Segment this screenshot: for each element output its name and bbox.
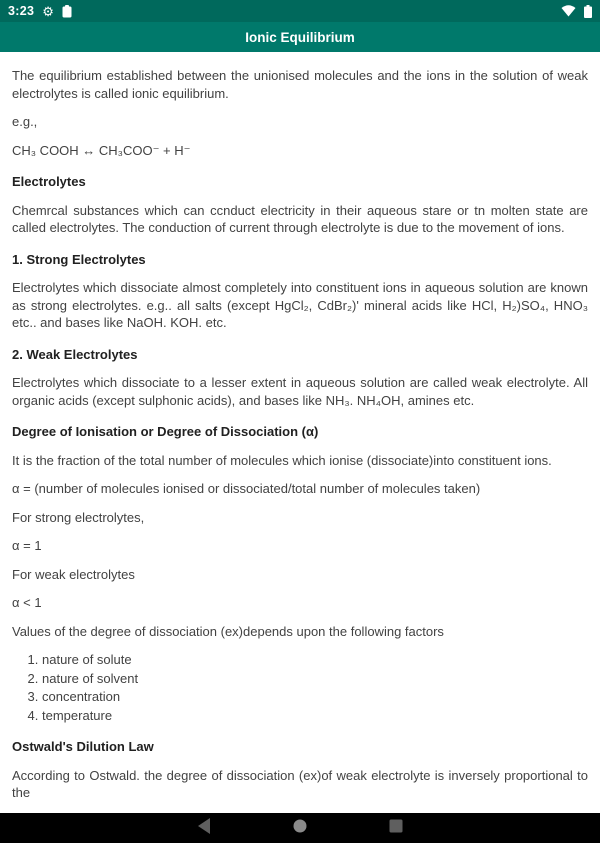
equilibrium-equation: CH₃ COOH ↔ CH₃COO⁻ + H⁻: [12, 142, 191, 158]
status-time: 3:23: [8, 4, 35, 18]
weak-case-label: For weak electrolytes: [12, 566, 135, 582]
battery-icon: [584, 5, 592, 18]
weak-electrolytes-paragraph: Electrolytes which dissociate to a lesser extent in aqueous solution are called weak electrolyte. All organic acids (except sulphonic acids), and bases like NH₃. NH₄OH, amines etc.: [12, 375, 588, 408]
article-content[interactable]: [0, 52, 600, 813]
wifi-icon: [561, 5, 576, 17]
heading-weak-electrolytes: 2. Weak Electrolytes: [12, 346, 138, 362]
example-label: e.g.,: [12, 114, 38, 129]
status-bar: [0, 0, 600, 22]
status-bar-left: [8, 4, 72, 18]
clipboard-icon: [62, 5, 72, 18]
heading-electrolytes: Electrolytes: [12, 174, 86, 189]
list-item: 4. temperature: [42, 707, 588, 725]
alpha-weak-value: α < 1: [12, 595, 42, 610]
heading-strong-electrolytes: 1. Strong Electrolytes: [12, 251, 146, 267]
list-item: 2. nature of solvent: [42, 670, 588, 688]
gear-icon: ⚙: [42, 3, 54, 19]
alpha-strong-value: α = 1: [12, 538, 42, 553]
electrolytes-paragraph: Chemrcal substances which can ccnduct electricity in their aqueous stare or tn molten state are called electrolytes. The conduction of current through electrolyte is due to the movement of ions.: [12, 202, 588, 235]
strong-electrolytes-paragraph: Electrolytes which dissociate almost completely into constituent ions in aqueous solution are known as strong electrolytes. e.g.. all salts (except HgCl₂, CdBr₂)' mineral acids like HCl, H₂)SO₄, HNO₃ etc.. and bases like NaOH. KOH. etc.: [12, 280, 588, 330]
home-icon: [293, 819, 307, 836]
strong-case-label: For strong electrolytes,: [12, 509, 145, 525]
recents-icon: [389, 819, 403, 836]
factors-intro: Values of the degree of dissociation (ex)depends upon the following factors: [12, 623, 444, 639]
status-bar-right: [561, 5, 592, 18]
app-bar: [0, 22, 600, 52]
page-title: Ionic Equilibrium: [245, 29, 355, 45]
back-icon: [197, 818, 211, 837]
factors-list: [12, 651, 588, 724]
heading-degree-of-ionisation: Degree of Ionisation or Degree of Dissociation (α): [12, 424, 319, 439]
recents-button[interactable]: [386, 818, 406, 838]
degree-paragraph: It is the fraction of the total number of molecules which ionise (dissociate)into constituent ions.: [12, 452, 552, 468]
ostwald-paragraph: According to Ostwald. the degree of dissociation (ex)of weak electrolyte is inversely proportional to the: [12, 767, 588, 800]
intro-paragraph: The equilibrium established between the unionised molecules and the ions in the solution of weak electrolytes is called ionic equilibrium.: [12, 68, 588, 101]
list-item: 1. nature of solute: [42, 651, 588, 669]
back-button[interactable]: [194, 818, 214, 838]
list-item: 3. concentration: [42, 688, 588, 706]
alpha-definition: α = (number of molecules ionised or dissociated/total number of molecules taken): [12, 481, 481, 496]
heading-ostwald: Ostwald's Dilution Law: [12, 739, 154, 754]
home-button[interactable]: [290, 818, 310, 838]
navigation-bar: [0, 813, 600, 843]
